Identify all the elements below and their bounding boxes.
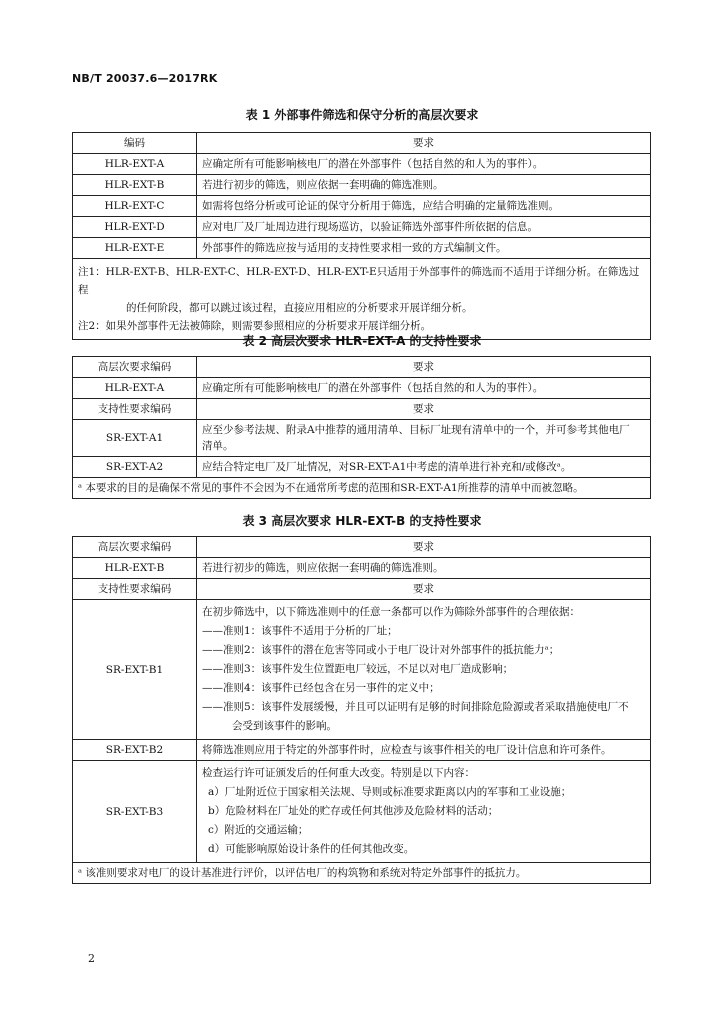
b1-intro: 在初步筛选中，以下筛选准则中的任意一条都可以作为筛除外部事件的合理依据： <box>202 606 580 618</box>
b3-item-a: a）厂址附近位于国家相关法规、导则或标准要求距离以内的军事和工业设施； <box>208 786 572 798</box>
table3-hlr-code: HLR-EXT-B <box>73 558 197 579</box>
table1-req: 应确定所有可能影响核电厂的潜在外部事件（包括自然的和人为的事件）。 <box>197 154 651 175</box>
table2-sr-code: SR-EXT-A2 <box>73 457 197 478</box>
table-row <box>73 740 651 761</box>
table2-sr-req: 应结合特定电厂及厂址情况，对SR-EXT-A1中考虑的清单进行补充和/或修改ᵃ。 <box>197 457 651 478</box>
table2-sr-code: SR-EXT-A1 <box>73 420 197 457</box>
table2 <box>72 356 651 499</box>
b3-item-d: d）可能影响原始设计条件的任何其他改变。 <box>208 843 415 855</box>
table3 <box>72 536 651 884</box>
table2-hlr-header: 高层次要求编码 <box>73 357 197 378</box>
table1-header-row <box>73 133 651 154</box>
table3-sr-code: SR-EXT-B3 <box>73 761 197 863</box>
table3-sr-req-header: 要求 <box>197 579 651 600</box>
table-row <box>73 238 651 259</box>
table2-sr-req-header: 要求 <box>197 399 651 420</box>
table2-sr-req: 应至少参考法规、附录A中推荐的通用清单、目标厂址现有清单中的一个，并可参考其他电厂 <box>202 424 630 436</box>
page-number: 2 <box>88 952 95 965</box>
table2-footnote-row <box>73 478 651 499</box>
b3-item-b: b）危险材料在厂址处的贮存或任何其他涉及危险材料的活动； <box>208 805 499 817</box>
table1-req: 若进行初步的筛选，则应依据一套明确的筛选准则。 <box>197 175 651 196</box>
b2-req: 将筛选准则应用于特定的外部事件时，应检查与该事件相关的电厂设计信息和许可条件。 <box>197 740 651 761</box>
table1-code: HLR-EXT-B <box>73 175 197 196</box>
table1-code: HLR-EXT-D <box>73 217 197 238</box>
table-row <box>73 761 651 863</box>
table-row <box>73 600 651 740</box>
b3-intro: 检查运行许可证颁发后的任何重大改变。特别是以下内容： <box>202 767 475 779</box>
table2-caption: 表 2 高层次要求 HLR-EXT-A 的支持性要求 <box>242 334 482 348</box>
table2-sr-req-continuation: 清单。 <box>202 440 234 452</box>
b1-criterion-5: ——准则5：该事件发展缓慢，并且可以证明有足够的时间排除危险源或者采取措施使电厂不 <box>202 701 629 713</box>
table-row <box>73 457 651 478</box>
b1-criterion-4: ——准则4：该事件已经包含在另一事件的定义中； <box>202 682 440 694</box>
table3-sr-code: SR-EXT-B2 <box>73 740 197 761</box>
table-row <box>73 378 651 399</box>
table3-hlr-req: 若进行初步的筛选，则应依据一套明确的筛选准则。 <box>197 558 651 579</box>
table1-caption: 表 1 外部事件筛选和保守分析的高层次要求 <box>245 108 479 122</box>
table1-code: HLR-EXT-E <box>73 238 197 259</box>
table1-code: HLR-EXT-C <box>73 196 197 217</box>
table-row <box>73 154 651 175</box>
table2-req-header: 要求 <box>197 357 651 378</box>
table-row <box>73 420 651 457</box>
b1-criterion-3: ——准则3：该事件发生位置距电厂较远，不足以对电厂造成影响； <box>202 663 514 675</box>
table3-header-row <box>73 537 651 558</box>
b1-criterion-5-continuation: 会受到该事件的影响。 <box>232 720 337 732</box>
table2-hlr-req: 应确定所有可能影响核电厂的潜在外部事件（包括自然的和人为的事件）。 <box>197 378 651 399</box>
table3-sr-header-row <box>73 579 651 600</box>
table1-req: 外部事件的筛选应按与适用的支持性要求相一致的方式编制文件。 <box>197 238 651 259</box>
table1-note2: 注2：如果外部事件无法被筛除，则需要参照相应的分析要求开展详细分析。 <box>78 320 432 332</box>
table3-sr-header: 支持性要求编码 <box>73 579 197 600</box>
table2-sr-header: 支持性要求编码 <box>73 399 197 420</box>
table3-footnote: ᵃ 该准则要求对电厂的设计基准进行评价，以评估电厂的构筑物和系统对特定外部事件的抵抗力。 <box>73 863 651 884</box>
table1-req: 应对电厂及厂址周边进行现场巡访，以验证筛选外部事件所依据的信息。 <box>197 217 651 238</box>
table3-req-header: 要求 <box>197 537 651 558</box>
document-number: NB/T 20037.6—2017RK <box>72 72 218 85</box>
table2-header-row <box>73 357 651 378</box>
table1-col-req: 要求 <box>197 133 651 154</box>
table1-note1-continuation: 的任何阶段，都可以跳过该过程，直接应用相应的分析要求开展详细分析。 <box>126 302 473 314</box>
b1-criterion-2: ——准则2：该事件的潜在危害等同或小于电厂设计对外部事件的抵抗能力ᵃ； <box>202 644 560 656</box>
b3-item-c: c）附近的交通运输； <box>208 824 309 836</box>
table3-footnote-row <box>73 863 651 884</box>
table1-note1: 注1：HLR-EXT-B、HLR-EXT-C、HLR-EXT-D、HLR-EXT-E只适用于外部事件的筛选而不适用于详细分析。在筛选过程 <box>78 266 640 296</box>
b1-criterion-1: ——准则1：该事件不适用于分析的厂址； <box>202 625 398 637</box>
table-row <box>73 217 651 238</box>
table1 <box>72 132 651 340</box>
table1-req: 如需将包络分析或可论证的保守分析用于筛选，应结合明确的定量筛选准则。 <box>197 196 651 217</box>
table-row <box>73 175 651 196</box>
table1-code: HLR-EXT-A <box>73 154 197 175</box>
table3-hlr-header: 高层次要求编码 <box>73 537 197 558</box>
table-row <box>73 558 651 579</box>
table2-sr-header-row <box>73 399 651 420</box>
table1-col-code: 编码 <box>73 133 197 154</box>
table1-notes-row <box>73 259 651 340</box>
table3-sr-code: SR-EXT-B1 <box>73 600 197 740</box>
table2-hlr-code: HLR-EXT-A <box>73 378 197 399</box>
table2-footnote: ᵃ 本要求的目的是确保不常见的事件不会因为不在通常所考虑的范围和SR-EXT-A1所推荐的清单中而被忽略。 <box>73 478 651 499</box>
table3-caption: 表 3 高层次要求 HLR-EXT-B 的支持性要求 <box>242 514 482 528</box>
table-row <box>73 196 651 217</box>
